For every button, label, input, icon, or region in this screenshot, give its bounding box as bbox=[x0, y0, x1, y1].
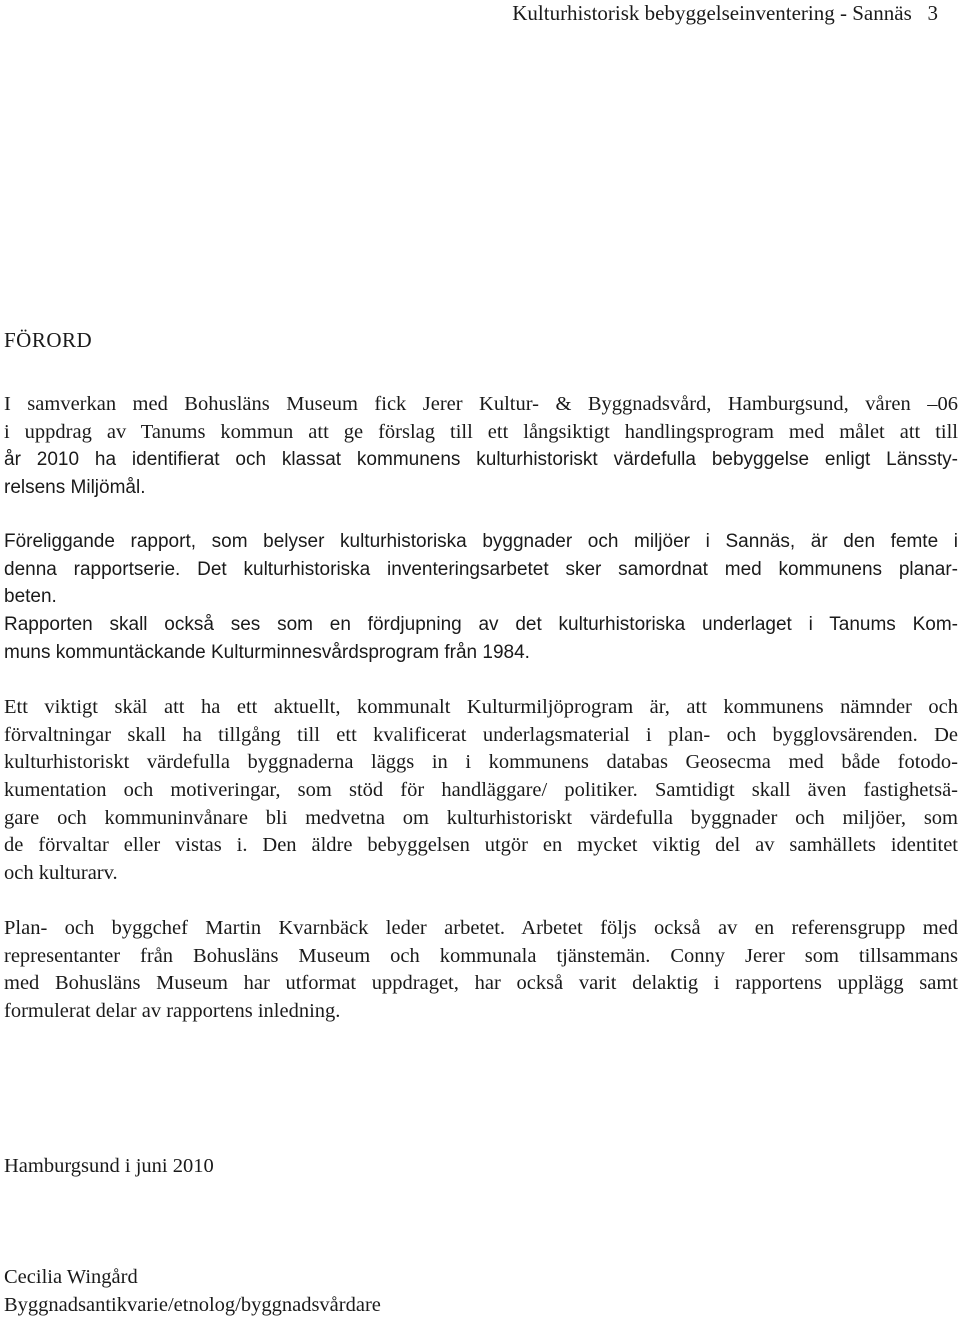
signature-name: Cecilia Wingård bbox=[4, 1266, 138, 1288]
text-line: gare och kommuninvånare bli medvetna om kulturhistoriskt värdefulla byggnader och miljöer, som bbox=[4, 806, 958, 829]
page-heading: FÖRORD bbox=[4, 328, 93, 352]
text-line: år 2010 ha identifierat och klassat kommunens kulturhistoriskt värdefulla bebyggelse enligt Länssty- bbox=[4, 449, 958, 471]
text-line: förvaltningar skall ha tillgång till ett kvalificerat underlagsmaterial i plan- och bygglovsärenden. De bbox=[4, 723, 958, 746]
text-line: representanter från Bohusläns Museum och kommunala tjänstemän. Conny Jerer som tillsammans bbox=[4, 944, 958, 967]
running-title: Kulturhistorisk bebyggelseinventering - Sannäs bbox=[512, 1, 912, 25]
text-line: de förvaltar eller vistas i. Den äldre bebyggelsen utgör en mycket viktig del av samhällets identitet bbox=[4, 834, 958, 857]
page-number: 3 bbox=[927, 1, 938, 25]
running-header bbox=[512, 0, 938, 26]
paragraph-program bbox=[4, 694, 958, 888]
paragraph-organisation bbox=[4, 915, 958, 1026]
text-line: med Bohusläns Museum har utformat uppdraget, har också varit delaktig i rapportens upplägg samt bbox=[4, 972, 958, 995]
text-line: I samverkan med Bohusläns Museum fick Jerer Kultur- & Byggnadsvård, Hamburgsund, våren –06 bbox=[4, 393, 958, 415]
text-line: kumentation och motiveringar, som stöd för handläggare/ politiker. Samtidigt skall även fastighetsä- bbox=[4, 779, 958, 802]
text-line: Plan- och byggchef Martin Kvarnbäck leder arbetet. Arbetet följs också av en referensgrupp med bbox=[4, 917, 958, 939]
paragraph-intro bbox=[4, 391, 958, 502]
text-line: kulturhistoriskt värdefulla byggnaderna läggs in i kommunens databas Geosecma med både fotodo- bbox=[4, 751, 958, 774]
text-line: beten. bbox=[4, 586, 57, 608]
text-line: relsens Miljömål. bbox=[4, 477, 146, 499]
signature-title: Byggnadsantikvarie/etnolog/byggnadsvårdare bbox=[4, 1294, 381, 1316]
text-line: och kulturarv. bbox=[4, 862, 118, 885]
text-line: denna rapportserie. Det kulturhistoriska inventeringsarbetet sker samordnat med kommunens planar- bbox=[4, 558, 958, 580]
place-date: Hamburgsund i juni 2010 bbox=[4, 1155, 214, 1177]
text-line: Föreliggande rapport, som belyser kulturhistoriska byggnader och miljöer i Sannäs, är den femte i bbox=[4, 531, 958, 552]
text-line: i uppdrag av Tanums kommun att ge förslag till ett långsiktigt handlingsprogram med målet att till bbox=[4, 420, 958, 443]
text-line: Rapporten skall också ses som en fördjupning av det kulturhistoriska underlaget i Tanums Kom- bbox=[4, 614, 958, 636]
text-line: muns kommuntäckande Kulturminnesvårdsprogram från 1984. bbox=[4, 641, 530, 663]
text-line: Ett viktigt skäl att ha ett aktuellt, kommunalt Kulturmiljöprogram är, att kommunens nämnder och bbox=[4, 696, 958, 718]
text-line: formulerat delar av rapportens inledning. bbox=[4, 1000, 341, 1023]
paragraph-report bbox=[4, 528, 958, 666]
